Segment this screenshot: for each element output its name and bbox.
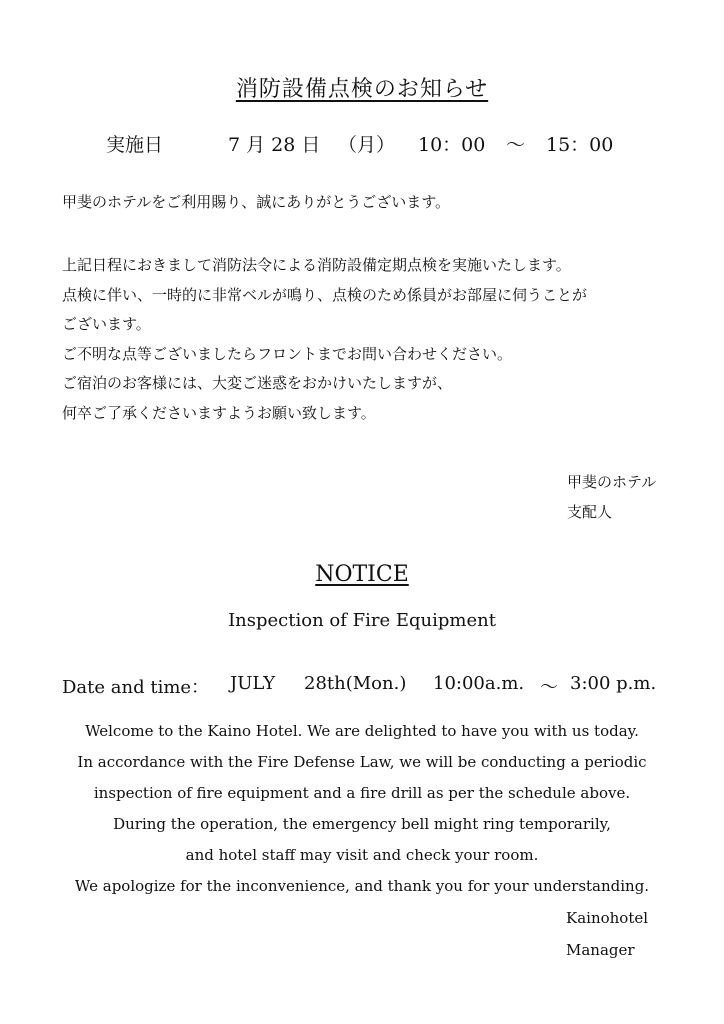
japanese-paragraph-line: ご宿泊のお客様には、大変ご迷惑をおかけいたしますが、 bbox=[62, 374, 453, 392]
english-title: NOTICE bbox=[315, 562, 409, 587]
japanese-paragraph-line: ございます。 bbox=[62, 315, 151, 333]
english-date-label: Date and time： bbox=[62, 677, 210, 698]
english-date-month: JULY bbox=[230, 673, 276, 694]
japanese-paragraph-line: 点検に伴い、一時的に非常ベルが鳴り、点検のため係員がお部屋に伺うことが bbox=[62, 285, 588, 304]
english-body-line: During the operation, the emergency bell might ring temporarily, bbox=[113, 815, 611, 833]
english-body-line: and hotel staff may visit and check your room. bbox=[185, 846, 539, 864]
english-signature bbox=[566, 902, 648, 966]
japanese-greeting: 甲斐のホテルをご利用賜り、誠にありがとうございます。 bbox=[62, 193, 451, 211]
english-signature-hotel: Kainohotel bbox=[566, 909, 649, 927]
english-body-line: Welcome to the Kaino Hotel. We are delighted to have you with us today. bbox=[85, 722, 639, 740]
english-body-line: inspection of fire equipment and a fire drill as per the schedule above. bbox=[93, 784, 631, 802]
english-time-end: 3:00 p.m. bbox=[570, 673, 657, 694]
english-date-day: 28th(Mon.) bbox=[304, 673, 407, 694]
english-body-line: In accordance with the Fire Defense Law, we will be conducting a periodic bbox=[77, 753, 647, 771]
english-time-start: 10:00a.m. bbox=[433, 673, 525, 694]
english-time-separator: ～ bbox=[540, 677, 558, 698]
japanese-date-day: 7 月 28 日 bbox=[228, 134, 321, 156]
japanese-title: 消防設備点検のお知らせ bbox=[235, 77, 489, 102]
japanese-paragraph-line: 何卒ご了承くださいますようお願い致します。 bbox=[62, 403, 376, 422]
japanese-signature bbox=[567, 467, 656, 527]
english-subtitle: Inspection of Fire Equipment bbox=[228, 610, 496, 631]
japanese-time-start: 10：00 bbox=[418, 134, 486, 156]
japanese-signature-hotel: 甲斐のホテル bbox=[567, 473, 657, 491]
japanese-date-label: 実施日 bbox=[106, 134, 164, 156]
japanese-date-weekday: （月） bbox=[338, 134, 396, 156]
english-body-line: We apologize for the inconvenience, and thank you for your understanding. bbox=[74, 877, 650, 895]
japanese-signature-role: 支配人 bbox=[567, 503, 613, 521]
japanese-paragraph-line: ご不明な点等ございましたらフロントまでお問い合わせください。 bbox=[62, 344, 513, 363]
japanese-paragraph bbox=[62, 251, 682, 428]
japanese-paragraph-line: 上記日程におきまして消防法令による消防設備定期点検を実施いたします。 bbox=[62, 256, 571, 274]
japanese-time-end: 15：00 bbox=[546, 134, 614, 156]
english-body bbox=[0, 716, 724, 902]
japanese-time-separator: ～ bbox=[506, 134, 526, 156]
english-signature-role: Manager bbox=[566, 941, 635, 959]
